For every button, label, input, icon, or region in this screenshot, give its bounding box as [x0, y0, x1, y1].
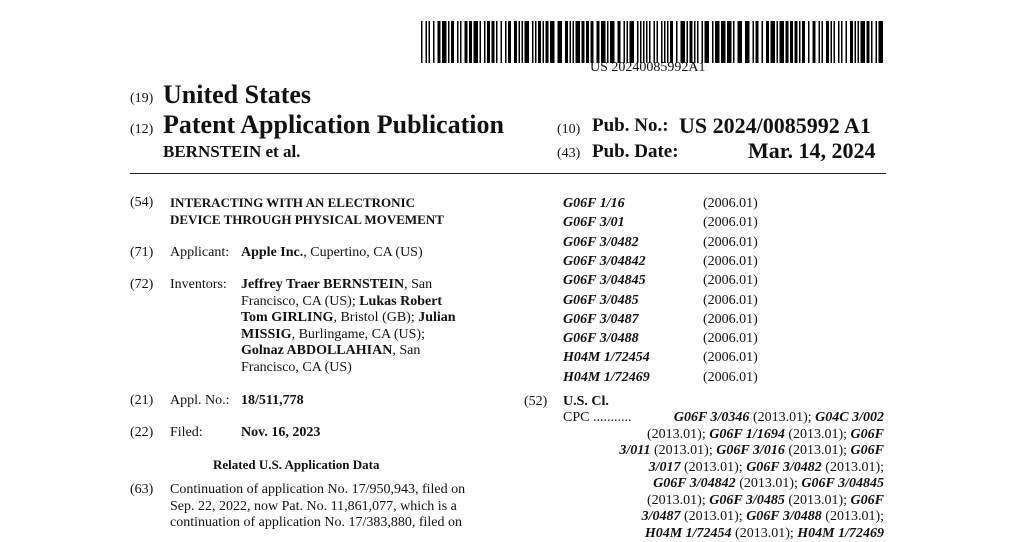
filed-code: (22)	[130, 425, 154, 440]
classification-code: G06F 3/04842	[563, 253, 646, 269]
applicant-code: (71)	[130, 245, 154, 260]
inventors-list: Jeffrey Traer BERNSTEIN, San Francisco, CA (US); Lukas Robert Tom GIRLING, Bristol (GB); Julian MISSIG, Burlingame, CA (US); Golnaz ABDOLLAHIAN, San Francisco, CA (US)	[241, 277, 456, 375]
continuation-code: (63)	[130, 482, 154, 497]
filed-label: Filed:	[170, 425, 203, 440]
classification-code: G06F 3/04845	[563, 273, 646, 289]
classification-date: (2006.01)	[703, 273, 758, 289]
pub-date: Mar. 14, 2024	[748, 138, 876, 163]
classification-code: G06F 3/0485	[563, 292, 639, 308]
cpc-line-1: G06F 3/0346 (2013.01); G04C 3/002	[673, 410, 884, 425]
pub-no: US 2024/0085992 A1	[679, 113, 871, 138]
cpc-line-3: 3/011 (2013.01); G06F 3/016 (2013.01); G06F	[619, 443, 884, 458]
classification-date: (2006.01)	[703, 311, 758, 327]
classification-date: (2006.01)	[703, 350, 758, 366]
pub-no-label: Pub. No.:	[592, 115, 669, 136]
classification-code: H04M 1/72454	[563, 350, 650, 366]
barcode-number: US 20240085992A1	[590, 60, 706, 75]
title-line-2: DEVICE THROUGH PHYSICAL MOVEMENT	[170, 212, 444, 227]
applicant-label: Applicant:	[170, 245, 230, 260]
classification-code: H04M 1/72469	[563, 369, 650, 385]
pub-date-label: Pub. Date:	[592, 141, 679, 162]
cpc-line-6: (2013.01); G06F 3/0485 (2013.01); G06F	[647, 492, 884, 508]
filed-date: Nov. 16, 2023	[241, 425, 321, 440]
continuation-text: Continuation of application No. 17/950,943, filed on Sep. 22, 2022, now Pat. No. 11,861,077, which is a continuation of application No. 17/383,880, filed on	[170, 482, 466, 530]
classification-date: (2006.01)	[703, 369, 758, 385]
country: United States	[163, 80, 312, 109]
appl-code: (21)	[130, 393, 154, 408]
cpc-line-7: 3/0487 (2013.01); G06F 3/0488 (2013.01);	[641, 509, 884, 524]
inventors-label: Inventors:	[170, 277, 227, 292]
cpc-label-line: CPC ...........	[563, 410, 632, 425]
classification-date: (2006.01)	[703, 253, 758, 269]
related-heading: Related U.S. Application Data	[213, 457, 380, 472]
appl-label: Appl. No.:	[170, 393, 230, 408]
header-divider	[130, 173, 886, 174]
code-43: (43)	[557, 146, 581, 161]
classification-code: G06F 3/0482	[563, 234, 639, 250]
classification-code: G06F 1/16	[563, 196, 625, 211]
cpc-line-5: G06F 3/04842 (2013.01); G06F 3/04845	[653, 476, 884, 491]
code-10: (10)	[557, 122, 581, 137]
classification-date: (2006.01)	[703, 331, 758, 347]
classification-date: (2006.01)	[703, 196, 758, 211]
title-code: (54)	[130, 195, 154, 210]
classification-date: (2006.01)	[703, 234, 758, 250]
appl-number: 18/511,778	[241, 393, 304, 408]
authors: BERNSTEIN et al.	[163, 142, 301, 161]
classification-code: G06F 3/0487	[563, 311, 639, 327]
classification-code: G06F 3/0488	[563, 331, 639, 347]
classification-date: (2006.01)	[703, 215, 758, 231]
classification-date: (2006.01)	[703, 292, 758, 308]
applicant: Apple Inc., Cupertino, CA (US)	[241, 245, 423, 260]
document-type: Patent Application Publication	[163, 110, 504, 139]
title-line-1: INTERACTING WITH AN ELECTRONIC	[170, 195, 416, 210]
uscl-code: (52)	[524, 394, 548, 409]
uscl-label: U.S. Cl.	[563, 394, 609, 409]
code-12: (12)	[130, 122, 154, 137]
cpc-line-2: (2013.01); G06F 1/1694 (2013.01); G06F	[647, 426, 884, 442]
cpc-line-4: 3/017 (2013.01); G06F 3/0482 (2013.01);	[648, 459, 884, 475]
code-19: (19)	[130, 91, 154, 106]
classification-code: G06F 3/01	[563, 215, 625, 231]
inventors-code: (72)	[130, 277, 154, 292]
cpc-line-8: H04M 1/72454 (2013.01); H04M 1/72469	[644, 525, 884, 541]
barcode-image	[421, 21, 886, 63]
